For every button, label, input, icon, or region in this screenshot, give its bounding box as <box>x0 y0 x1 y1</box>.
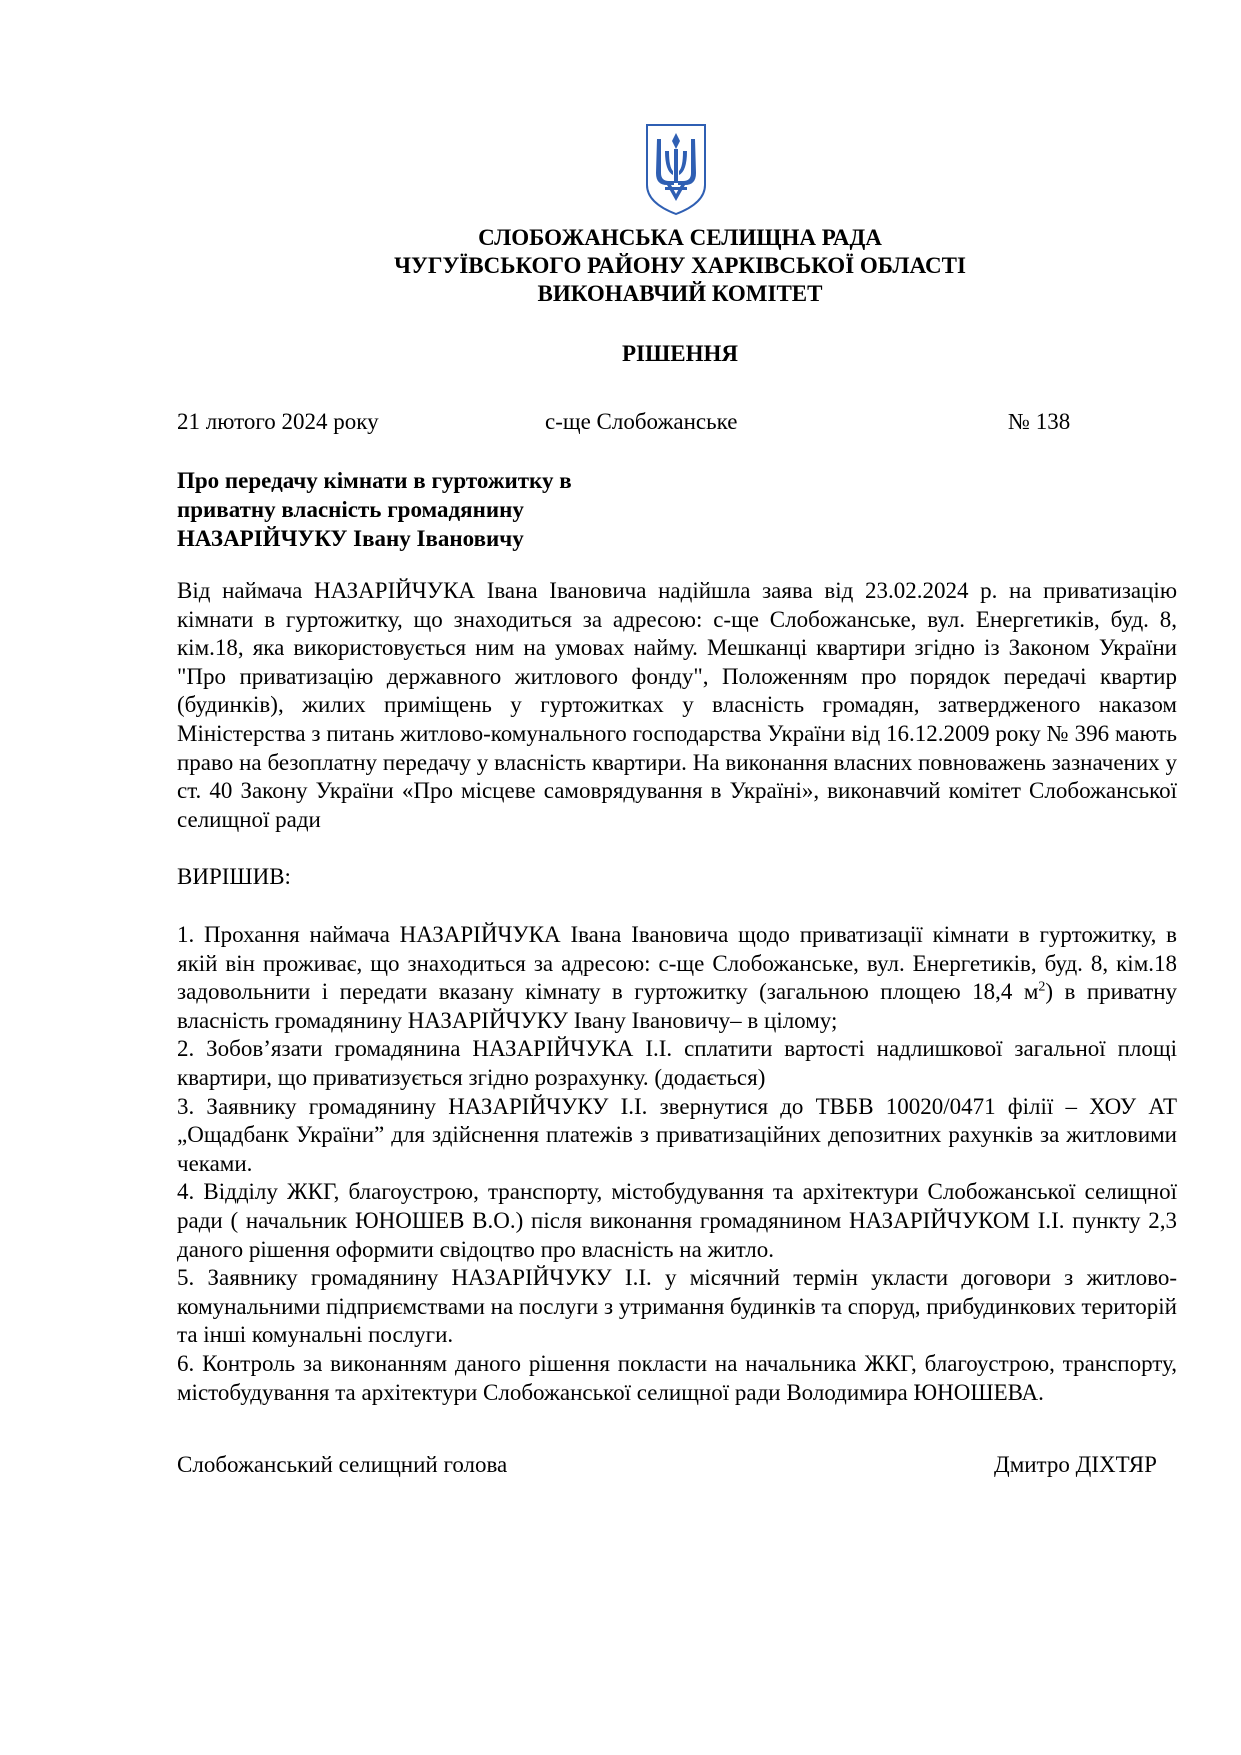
resolution-item-6: 6. Контроль за виконанням даного рішення покласти на начальника ЖКГ, благоустрою, транспорту, містобудування та архітектури Слобожанської селищної ради Володимира ЮНОШЕВА. <box>177 1350 1177 1405</box>
resolution-item-5: 5. Заявнику громадянину НАЗАРІЙЧУКУ І.І. у місячний термін укласти договори з житлово-комунальними підприємствами на послуги з утримання будинків та споруд, прибудинкових територій та інші комунальні послуги. <box>177 1265 1177 1348</box>
resolution-item-3: 3. Заявнику громадянину НАЗАРІЙЧУКУ І.І. звернутися до ТВБВ 10020/0471 філії – ХОУ АТ „Ощадбанк України” для здійснення платежів з приватизаційних депозитних рахунків за житловими чеками. <box>177 1093 1177 1176</box>
header-line-council: СЛОБОЖАНСЬКА СЕЛИЩНА РАДА <box>478 225 882 250</box>
resolution-item-4: 4. Відділу ЖКГ, благоустрою, транспорту, містобудування та архітектури Слобожанської селищної ради ( начальник ЮНОШЕВ В.О.) після виконання громадянином НАЗАРІЙЧУКОМ І.І. пункту 2,3 даного рішення оформити свідоцтво про власність на житло. <box>177 1179 1177 1262</box>
resolution-item-2: 2. Зобов’язати громадянина НАЗАРІЙЧУКА І.І. сплатити вартості надлишкової загальної площі квартири, що приватизується згідно розрахунку. (додається) <box>177 1036 1177 1090</box>
subject-line-3: НАЗАРІЙЧУКУ Івану Івановичу <box>177 526 524 551</box>
decision-title: РІШЕННЯ <box>622 341 738 366</box>
signature-name: Дмитро ДІХТЯР <box>994 1452 1157 1477</box>
item-1-text-start: 1. Прохання наймача НАЗАРІЙЧУКА Івана Івановича щодо приватизації кімнати в гуртожитку, в якій він проживає, що знаходиться за адресою: с-ще Слобожанське, вул. Енергетиків, буд. 8, кім.18 задовольнити і передати вказану кімнату в гуртожитку (загальною площею 18,4 м <box>177 922 1177 1005</box>
trident-coat-of-arms-icon <box>643 121 709 217</box>
item-1-text-end: ) в приватну власність громадянину НАЗАРІЙЧУКУ Івану Івановичу– в цілому; <box>177 979 1178 1033</box>
council-header <box>200 224 1160 308</box>
header-line-committee: ВИКОНАВЧИЙ КОМІТЕТ <box>537 281 823 306</box>
signature-title: Слобожанський селищний голова <box>177 1452 508 1477</box>
subject-line-1: Про передачу кімнати в гуртожитку в <box>177 468 572 493</box>
header-line-district: ЧУГУЇВСЬКОГО РАЙОНУ ХАРКІВСЬКОЇ ОБЛАСТІ <box>394 253 966 278</box>
subject-line-2: приватну власність громадянину <box>177 497 524 522</box>
decision-place: с-ще Слобожанське <box>545 409 738 434</box>
resolved-label: ВИРІШИВ: <box>177 864 291 889</box>
resolution-item-1 <box>177 921 1177 1035</box>
preamble-paragraph: Від наймача НАЗАРІЙЧУКА Івана Івановича надійшла заява від 23.02.2024 р. на приватизацію кімнати в гуртожитку, що знаходиться за адресою: с-ще Слобожанське, вул. Енергетиків, буд. 8, кім.18, яка використовується ним на умовах найму. Мешканці квартири згідно із Законом України "Про приватизацію державного житлового фонду", Положенням про порядок передачі квартир (будинків), жилих приміщень у гуртожитках у власність громадян, затвердженого наказом Міністерства з питань житлово-комунального господарства України від 16.12.2009 року № 396 мають право на безоплатну передачу у власність квартири. На виконання власних повноважень зазначених у ст. 40 Закону України «Про місцеве самоврядування в Україні», виконавчий комітет Слобожанської селищної ради <box>177 578 1177 832</box>
item-1-superscript: 2 <box>1038 979 1046 995</box>
decision-number: № 138 <box>1008 409 1071 434</box>
resolution-items <box>177 921 1177 1407</box>
decision-date: 21 лютого 2024 року <box>177 409 379 434</box>
decision-subject <box>177 466 697 553</box>
